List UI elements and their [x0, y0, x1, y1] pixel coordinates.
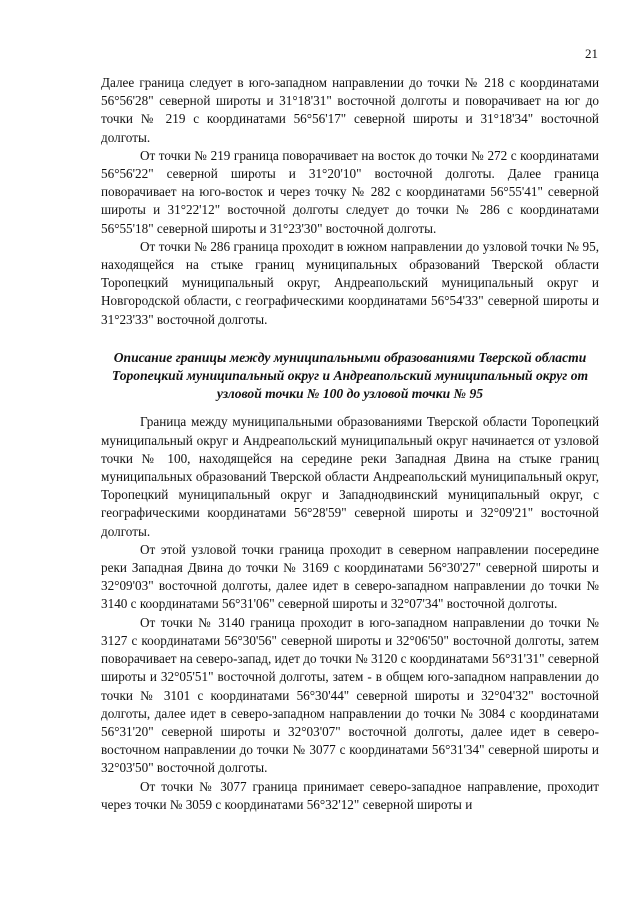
- paragraph: Граница между муниципальными образованиями Тверской области Торопецкий муниципальный округ и Андреапольский муниципальный округ начинается от узловой точки № 100, находящейся на середине реки Западная Двина на стыке границ муниципальных образований Тверской области Андреапольский муниципальный округ, Торопецкий муниципальный округ и Западнодвинский муниципальный округ, с географическими координатами 56°28'59" северной широты и 32°09'21" восточной долготы.: [101, 414, 599, 539]
- paragraph: От точки № 3140 граница проходит в юго-западном направлении до точки № 3127 с координатами 56°30'56" северной широты и 32°06'50" восточной долготы, затем поворачивает на северо-запад, идет до точки № 3120 с координатами 56°31'31" северной широты и 32°05'51" восточной долготы, затем - в общем юго-западном направлении до точки № 3101 с координатами 56°30'44" северной широты и 32°04'32" восточной долготы, далее идет в северо-западном направлении до точки № 3084 с координатами 56°31'20" северной широты и 32°03'07" восточной долготы, далее идет в северо-восточном направлении до точки № 3077 с координатами 56°31'34" северной широты и 32°03'50" восточной долготы.: [101, 614, 600, 776]
- section-title: Описание границы между муниципальными образованиями Тверской области Торопецкий муниципальный округ и Андреапольский муниципальный округ от узловой точки № 100 до узловой точки № 95: [111, 349, 589, 402]
- paragraph: От этой узловой точки граница проходит в северном направлении посередине реки Западная Двина до точки № 3169 с координатами 56°30'27" северной широты и 32°09'03" восточной долготы, далее идет в северо-западном направлении до точки № 3140 с координатами 56°31'06" северной широты и 32°07'34" восточной долготы.: [101, 541, 599, 612]
- paragraph: От точки № 286 граница проходит в южном направлении до узловой точки № 95, находящейся на стыке границ муниципальных образований Тверской области Торопецкий муниципальный округ, Андреапольский муниципальный округ и Новгородской области, с географическими координатами 56°54'33" северной широты и 31°23'33" восточной долготы.: [101, 238, 599, 327]
- page-number: 21: [585, 46, 598, 61]
- paragraph: Далее граница следует в юго-западном направлении до точки № 218 с координатами 56°56'28" северной широты и 31°18'31" восточной долготы и поворачивает на юг до точки № 219 с координатами 56°56'17" северной широты и 31°18'34" восточной долготы.: [101, 75, 599, 145]
- document-body: [101, 74, 599, 814]
- paragraph: От точки № 3077 граница принимает северо-западное направление, проходит через точки № 3059 с координатами 56°32'12" северной широты и: [101, 778, 599, 812]
- paragraph: От точки № 219 граница поворачивает на восток до точки № 272 с координатами 56°56'22" северной широты и 31°20'10" восточной долготы. Далее граница поворачивает на юго-восток и через точку № 282 с координатами 56°55'41" северной широты и 31°22'12" восточной долготы следует до точки № 286 с координатами 56°55'18" северной широты и 31°23'30" восточной долготы.: [101, 147, 599, 236]
